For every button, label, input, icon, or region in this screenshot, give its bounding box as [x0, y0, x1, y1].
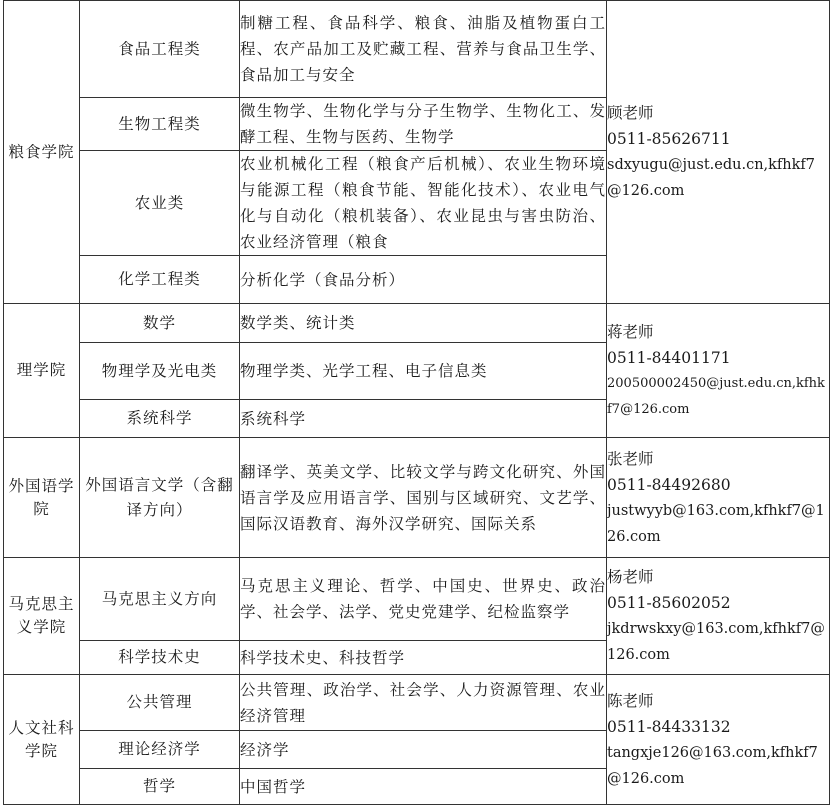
- table-row: [4, 438, 830, 558]
- majors-cell: 系统科学: [240, 400, 607, 438]
- contact-cell: [607, 304, 830, 438]
- contact-email: tangxje126@163.com,kfhkf7@126.com: [607, 744, 818, 787]
- majors-cell: 分析化学（食品分析）: [240, 256, 607, 304]
- majors-cell: [240, 151, 607, 256]
- category-cell: 理论经济学: [80, 731, 240, 769]
- contact-cell: [607, 1, 830, 304]
- table-row: [4, 558, 830, 641]
- contact-phone: 0511-84401171: [607, 348, 731, 367]
- category-cell: 马克思主义方向: [80, 558, 240, 641]
- majors-text: 农业机械化工程（粮食产后机械）、农业生物环境与能源工程（粮食节能、智能化技术）、农业电气化与自动化（粮机装备）、农业昆虫与害虫防治、农业经济管理（粮食: [240, 155, 606, 251]
- contact-email: jkdrwskxy@163.com,kfhkf7@126.com: [607, 621, 825, 663]
- contact-name: 张老师: [607, 449, 654, 468]
- category-cell: 公共管理: [80, 675, 240, 731]
- contact-name: 顾老师: [607, 104, 654, 122]
- college-cell: 外国语学院: [4, 438, 80, 558]
- category-cell: 外国语言文学（含翻译方向）: [80, 438, 240, 558]
- category-cell: 数学: [80, 304, 240, 343]
- category-cell: 生物工程类: [80, 98, 240, 151]
- majors-cell: 公共管理、政治学、社会学、人力资源管理、农业经济管理: [240, 675, 607, 731]
- majors-cell: 数学类、统计类: [240, 304, 607, 343]
- category-cell: 食品工程类: [80, 1, 240, 98]
- category-cell: 系统科学: [80, 400, 240, 438]
- contact-cell: [607, 558, 830, 675]
- table-row: [4, 304, 830, 343]
- majors-cell: 翻译学、英美文学、比较文学与跨文化研究、外国语言学及应用语言学、国别与区域研究、文艺学、国际汉语教育、海外汉学研究、国际关系: [240, 438, 607, 558]
- majors-cell: 经济学: [240, 731, 607, 769]
- majors-cell: 中国哲学: [240, 769, 607, 805]
- college-cell: 马克思主义学院: [4, 558, 80, 675]
- category-cell: 化学工程类: [80, 256, 240, 304]
- contact-phone: 0511-84492680: [607, 475, 731, 494]
- majors-cell: 制糖工程、食品科学、粮食、油脂及植物蛋白工程、农产品加工及贮藏工程、营养与食品卫生学、食品加工与安全: [240, 1, 607, 98]
- majors-cell: 马克思主义理论、哲学、中国史、世界史、政治学、社会学、法学、党史党建学、纪检监察学: [240, 558, 607, 641]
- contact-name: 蒋老师: [607, 322, 654, 341]
- college-cell: 人文社科学院: [4, 675, 80, 805]
- contact-email: 200500002450@just.edu.cn,kfhkf7@126.com: [607, 375, 825, 417]
- majors-cell: 物理学类、光学工程、电子信息类: [240, 343, 607, 400]
- contact-phone: 0511-84433132: [607, 717, 731, 736]
- category-cell: 农业类: [80, 151, 240, 256]
- majors-cell: 微生物学、生物化学与分子生物学、生物化工、发酵工程、生物与医药、生物学: [240, 98, 607, 151]
- contact-phone: 0511-85602052: [607, 594, 731, 612]
- category-cell: 科学技术史: [80, 641, 240, 675]
- college-cell: 粮食学院: [4, 1, 80, 304]
- category-cell: 哲学: [80, 769, 240, 805]
- table-row: [4, 675, 830, 731]
- contact-cell: [607, 675, 830, 805]
- contact-phone: 0511-85626711: [607, 130, 731, 148]
- contact-email: sdxyugu@just.edu.cn,kfhkf7@126.com: [607, 157, 816, 199]
- contact-name: 杨老师: [607, 568, 654, 586]
- contact-name: 陈老师: [607, 691, 654, 710]
- contact-cell: [607, 438, 830, 558]
- recruitment-table: [3, 0, 830, 805]
- college-cell: 理学院: [4, 304, 80, 438]
- contact-email: justwyyb@163.com,kfhkf7@126.com: [607, 502, 825, 545]
- majors-cell: 科学技术史、科技哲学: [240, 641, 607, 675]
- category-cell: 物理学及光电类: [80, 343, 240, 400]
- table-row: [4, 1, 830, 98]
